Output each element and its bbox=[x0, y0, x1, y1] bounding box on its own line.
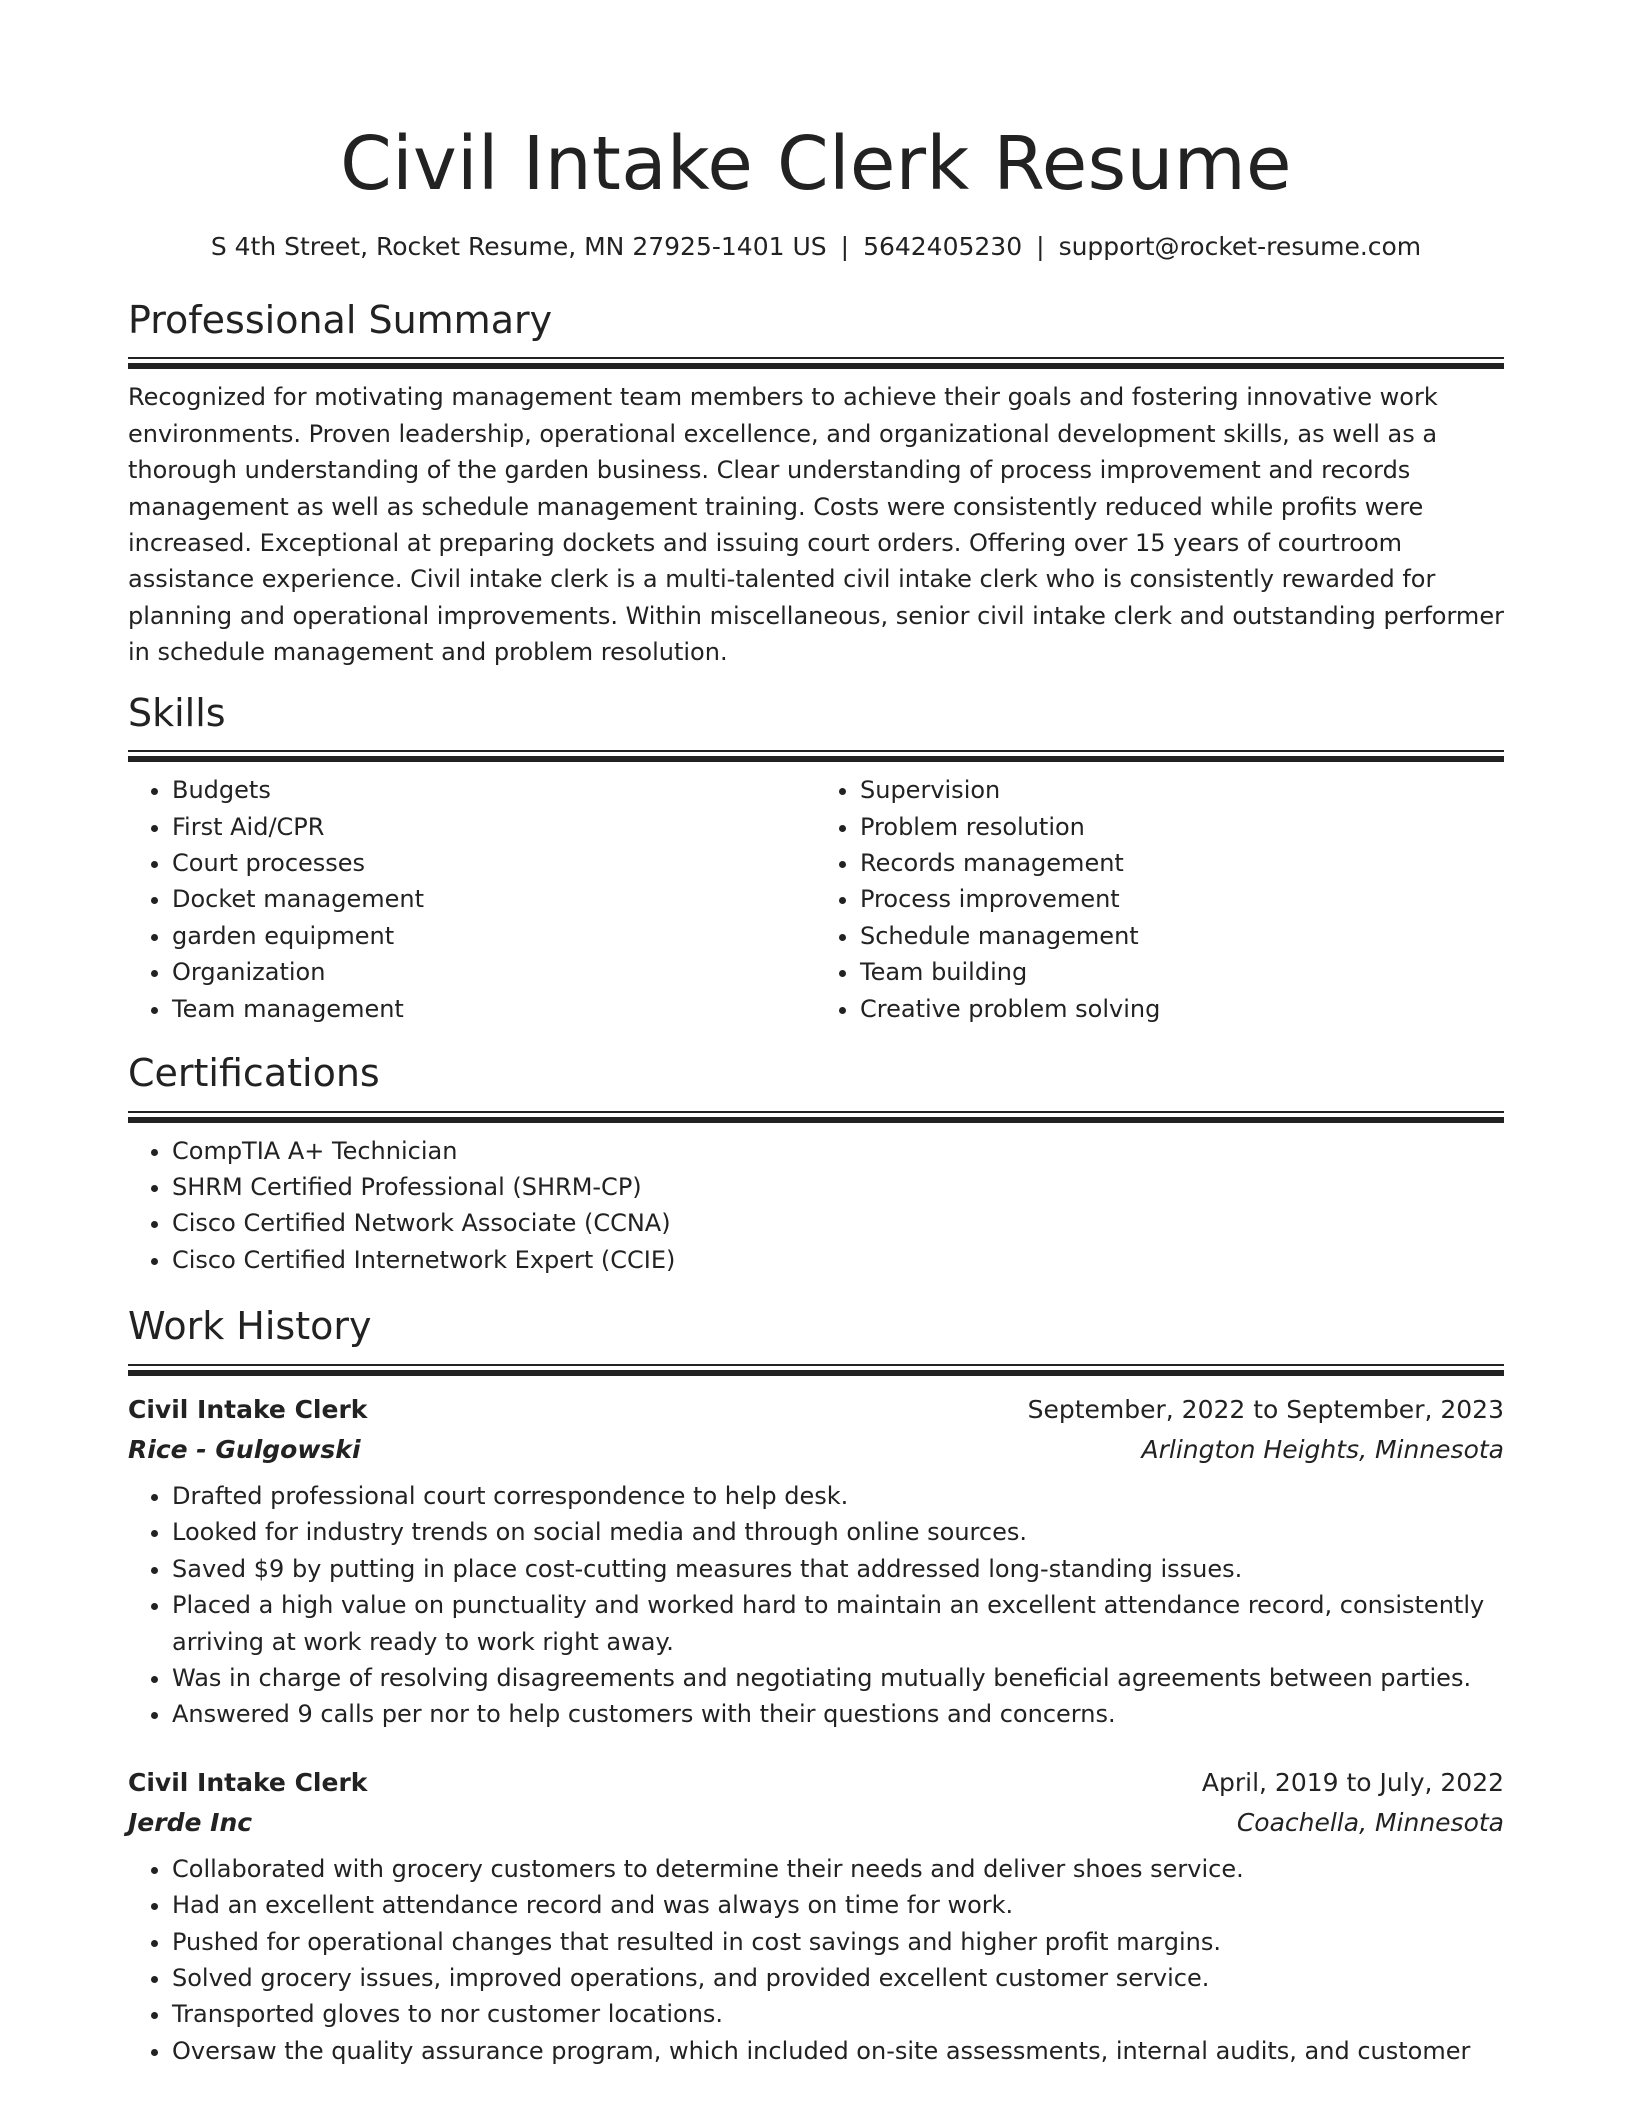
skill-item: • Problem resolution bbox=[860, 809, 1504, 845]
job-bullet: • Was in charge of resolving disagreements and negotiating mutually beneficial agreements between parties. bbox=[172, 1660, 1504, 1696]
skill-item: • Team building bbox=[860, 954, 1504, 990]
job-company: Rice - Gulgowski bbox=[128, 1434, 361, 1464]
certification-item: • Cisco Certified Internetwork Expert (CCIE) bbox=[172, 1242, 1504, 1278]
skill-item: • First Aid/CPR bbox=[172, 809, 816, 845]
job-location: Arlington Heights, Minnesota bbox=[1141, 1434, 1504, 1464]
job-bullet: • Pushed for operational changes that resulted in cost savings and higher profit margins. bbox=[172, 1924, 1504, 1960]
skill-item: • Supervision bbox=[860, 772, 1504, 808]
resume-title: Civil Intake Clerk Resume bbox=[340, 121, 1292, 207]
job-subheader bbox=[128, 1430, 1504, 1470]
section-heading-skills: Skills bbox=[128, 690, 226, 735]
job-bullet: • Answered 9 calls per nor to help customers with their questions and concerns. bbox=[172, 1696, 1504, 1732]
job-subheader bbox=[128, 1803, 1504, 1843]
job-bullet: • Placed a high value on punctuality and worked hard to maintain an excellent attendance record, consistently arriving at work ready to work right away. bbox=[172, 1587, 1504, 1660]
skill-item: • Creative problem solving bbox=[860, 991, 1504, 1027]
section-heading-summary: Professional Summary bbox=[128, 297, 553, 342]
section-divider bbox=[128, 1364, 1504, 1376]
contact-separator: | bbox=[840, 231, 850, 261]
contact-separator: | bbox=[1036, 231, 1045, 261]
job-bullet: • Drafted professional court correspondence to help desk. bbox=[172, 1478, 1504, 1514]
contact-line bbox=[128, 229, 1504, 264]
skill-item: • garden equipment bbox=[172, 918, 816, 954]
certifications-section bbox=[128, 1051, 1504, 1278]
job-bullet: • Saved $9 by putting in place cost-cutting measures that addressed long-standing issues. bbox=[172, 1551, 1504, 1587]
job-title: Civil Intake Clerk bbox=[128, 1767, 368, 1797]
skill-item: • Docket management bbox=[172, 881, 816, 917]
job-header bbox=[128, 1763, 1504, 1803]
skill-item: • Budgets bbox=[172, 772, 816, 808]
skill-item: • Organization bbox=[172, 954, 816, 990]
section-heading-work-history: Work History bbox=[128, 1304, 372, 1349]
job-bullet: • Transported gloves to nor customer locations. bbox=[172, 1996, 1504, 2032]
job-header bbox=[128, 1390, 1504, 1430]
skills-list-left bbox=[128, 772, 816, 1027]
work-history-section bbox=[128, 1304, 1504, 2069]
skill-item: • Process improvement bbox=[860, 881, 1504, 917]
job-dates: April, 2019 to July, 2022 bbox=[1201, 1767, 1504, 1797]
section-divider bbox=[128, 750, 1504, 762]
job-title: Civil Intake Clerk bbox=[128, 1394, 368, 1424]
skills-list-right bbox=[816, 772, 1504, 1027]
skills-section bbox=[128, 691, 1504, 1027]
job-bullets bbox=[128, 1478, 1504, 1733]
skills-grid bbox=[128, 772, 1504, 1027]
section-heading-certifications: Certifications bbox=[128, 1051, 380, 1096]
job-company: Jerde Inc bbox=[128, 1807, 253, 1837]
job-bullet: • Collaborated with grocery customers to determine their needs and deliver shoes service. bbox=[172, 1851, 1504, 1887]
section-divider bbox=[128, 1111, 1504, 1123]
summary-section bbox=[128, 298, 1504, 671]
summary-text: Recognized for motivating management team members to achieve their goals and fostering innovative work environments. Proven leadership, operational excellence, and organizational development skills, as well as a thorough understanding of the garden business. Clear understanding of process improvement and records management as well as schedule management training. Costs were consistently reduced while profits were increased. Exceptional at preparing dockets and issuing court orders. Offering over 15 years of courtroom assistance experience. Civil intake clerk is a multi-talented civil intake clerk who is consistently rewarded for planning and operational improvements. Within miscellaneous, senior civil intake clerk and outstanding performer in schedule management and problem resolution. bbox=[128, 383, 1504, 667]
job-entry bbox=[128, 1763, 1504, 2069]
contact-email: support@rocket-resume.com bbox=[1058, 231, 1422, 261]
certification-item: • SHRM Certified Professional (SHRM-CP) bbox=[172, 1169, 1504, 1205]
certification-item: • Cisco Certified Network Associate (CCNA) bbox=[172, 1205, 1504, 1241]
job-bullet: • Oversaw the quality assurance program, which included on-site assessments, internal audits, and customer bbox=[172, 2033, 1504, 2069]
job-location: Coachella, Minnesota bbox=[1236, 1807, 1504, 1837]
contact-phone: 5642405230 bbox=[863, 231, 1023, 261]
certifications-list bbox=[128, 1133, 1504, 1279]
skill-item: • Schedule management bbox=[860, 918, 1504, 954]
job-bullet: • Looked for industry trends on social media and through online sources. bbox=[172, 1514, 1504, 1550]
skill-item: • Team management bbox=[172, 991, 816, 1027]
job-bullets bbox=[128, 1851, 1504, 2069]
skill-item: • Court processes bbox=[172, 845, 816, 881]
skill-item: • Records management bbox=[860, 845, 1504, 881]
job-bullet: • Had an excellent attendance record and was always on time for work. bbox=[172, 1887, 1504, 1923]
job-bullet: • Solved grocery issues, improved operations, and provided excellent customer service. bbox=[172, 1960, 1504, 1996]
certification-item: • CompTIA A+ Technician bbox=[172, 1133, 1504, 1169]
job-dates: September, 2022 to September, 2023 bbox=[1027, 1394, 1504, 1424]
job-entry bbox=[128, 1390, 1504, 1733]
contact-address: S 4th Street, Rocket Resume, MN 27925-1401 US bbox=[210, 231, 827, 261]
section-divider bbox=[128, 357, 1504, 369]
